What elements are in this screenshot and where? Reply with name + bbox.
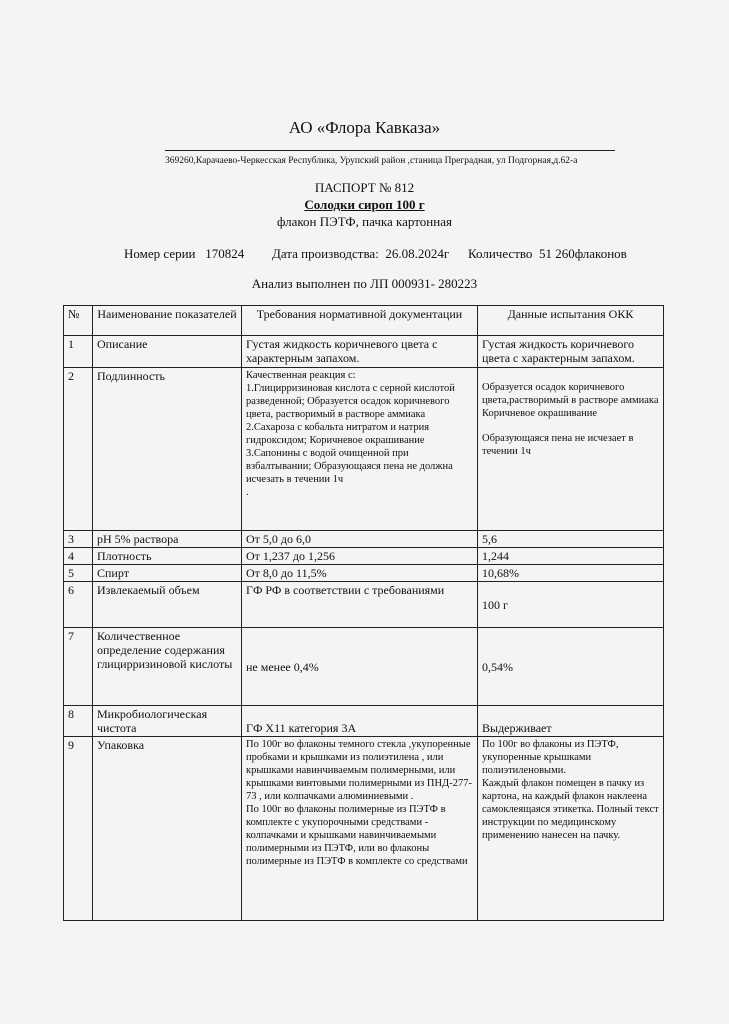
row-name: Спирт [93,565,242,582]
series-value: 170824 [205,246,245,261]
table-row [64,368,664,531]
row-name: pH 5% раствора [93,531,242,548]
qty-label: Количество [468,246,533,261]
req-line: 3.Сапонины с водой очищенной при взбалтывании; Образующаяся пена не должна исчезать в течении 1ч [246,448,453,485]
table-row [64,706,664,737]
row-num: 8 [64,706,93,737]
date-value: 26.08.2024г [385,246,450,261]
batch-date [272,246,449,262]
table-row [64,628,664,706]
table-header-row [64,306,664,336]
row-result: 100 г [478,582,664,628]
result-line: По 100г во флаконы из ПЭТФ, укупоренные крышками полиэтиленовыми. [482,739,619,776]
analysis-note: Анализ выполнен по ЛП 000931- 280223 [251,276,478,291]
row-result: Выдерживает [478,706,664,737]
passport-title: ПАСПОРТ № 812 [314,180,415,195]
row-result: Густая жидкость коричневого цвета с характерным запахом. [478,336,664,368]
row-requirement [242,737,478,921]
company-name: АО «Флора Кавказа» [288,118,441,137]
row-requirement: От 1,237 до 1,256 [242,548,478,565]
result-line: Образующаяся пена не исчезает в течении 1ч [482,433,634,457]
row-requirement: не менее 0,4% [242,628,478,706]
row-num: 3 [64,531,93,548]
row-result [478,737,664,921]
row-name: Упаковка [93,737,242,921]
table-row [64,336,664,368]
row-name: Плотность [93,548,242,565]
header-requirements: Требования нормативной документации [242,306,478,336]
row-requirement: ГФ X11 категория 3А [242,706,478,737]
product-packaging: флакон ПЭТФ, пачка картонная [277,214,452,229]
row-num: 1 [64,336,93,368]
row-result: 0,54% [478,628,664,706]
table-row [64,582,664,628]
date-label: Дата производства: [272,246,379,261]
row-num: 4 [64,548,93,565]
spec-table [63,305,664,921]
header-test-data: Данные испытания ОКК [478,306,664,336]
req-line: По 100г во флаконы полимерные из ПЭТФ в комплекте с укупорочными средствами - колпачками и крышками навинчиваемыми полимерными из ПЭТФ, или во флаконы полимерные из ПЭТФ в комплекте со средствами [246,804,468,867]
row-requirement [242,368,478,531]
header-name: Наименование показателей [93,306,242,336]
req-line: По 100г во флаконы темного стекла ,укупоренные пробками и крышками из полиэтилена , или крышками навинчиваемым полимерными, или крышками винтовыми полимерными из ПНД-277-73 , или колпачками алюминиевыми . [246,739,472,802]
table-row [64,548,664,565]
series-label: Номер серии [124,246,196,261]
batch-series [124,246,244,262]
result-line: Каждый флакон помещен в пачку из картона, на каждый флакон наклеена самоклеящаяся этикетка. Полный текст инструкции по медицинскому применению нанесен на пачку. [482,778,659,841]
batch-quantity [468,246,627,262]
result-line: Образуется осадок коричневого цвета,растворимый в растворе аммиака [482,382,659,406]
table-row [64,737,664,921]
company-address: 369260,Карачаево-Черкесская Республика, Урупский район ,станица Преградная, ул Подгорная,д.62-а [165,156,578,166]
row-requirement: От 8,0 до 11,5% [242,565,478,582]
row-name: Количественное определение содержания глицирризиновой кислоты [93,628,242,706]
header-num: № [64,306,93,336]
row-num: 7 [64,628,93,706]
req-line: . [246,487,249,498]
req-line: 1.Глицирризиновая кислота с серной кислотой разведенной; Образуется осадок коричневого цвета, растворимый в растворе аммиака [246,383,455,420]
row-result [478,368,664,531]
table-row [64,531,664,548]
row-num: 6 [64,582,93,628]
row-requirement: ГФ РФ в соответствии с требованиями [242,582,478,628]
result-line: Коричневое окрашивание [482,408,598,419]
row-name: Описание [93,336,242,368]
header-divider [165,150,615,151]
req-line: Качественная реакция с: [246,370,356,381]
row-result: 1,244 [478,548,664,565]
row-name: Подлинность [93,368,242,531]
product-name: Солодки сироп 100 г [304,197,425,212]
table-row [64,565,664,582]
req-line: 2.Сахароза с кобальта нитратом и натрия гидроксидом; Коричневое окрашивание [246,422,430,446]
row-num: 9 [64,737,93,921]
row-num: 2 [64,368,93,531]
row-requirement: Густая жидкость коричневого цвета с характерным запахом. [242,336,478,368]
row-name: Извлекаемый объем [93,582,242,628]
row-result: 5,6 [478,531,664,548]
row-result: 10,68% [478,565,664,582]
row-num: 5 [64,565,93,582]
qty-value: 51 260флаконов [538,246,627,261]
row-requirement: От 5,0 до 6,0 [242,531,478,548]
row-name: Микробиологическая чистота [93,706,242,737]
